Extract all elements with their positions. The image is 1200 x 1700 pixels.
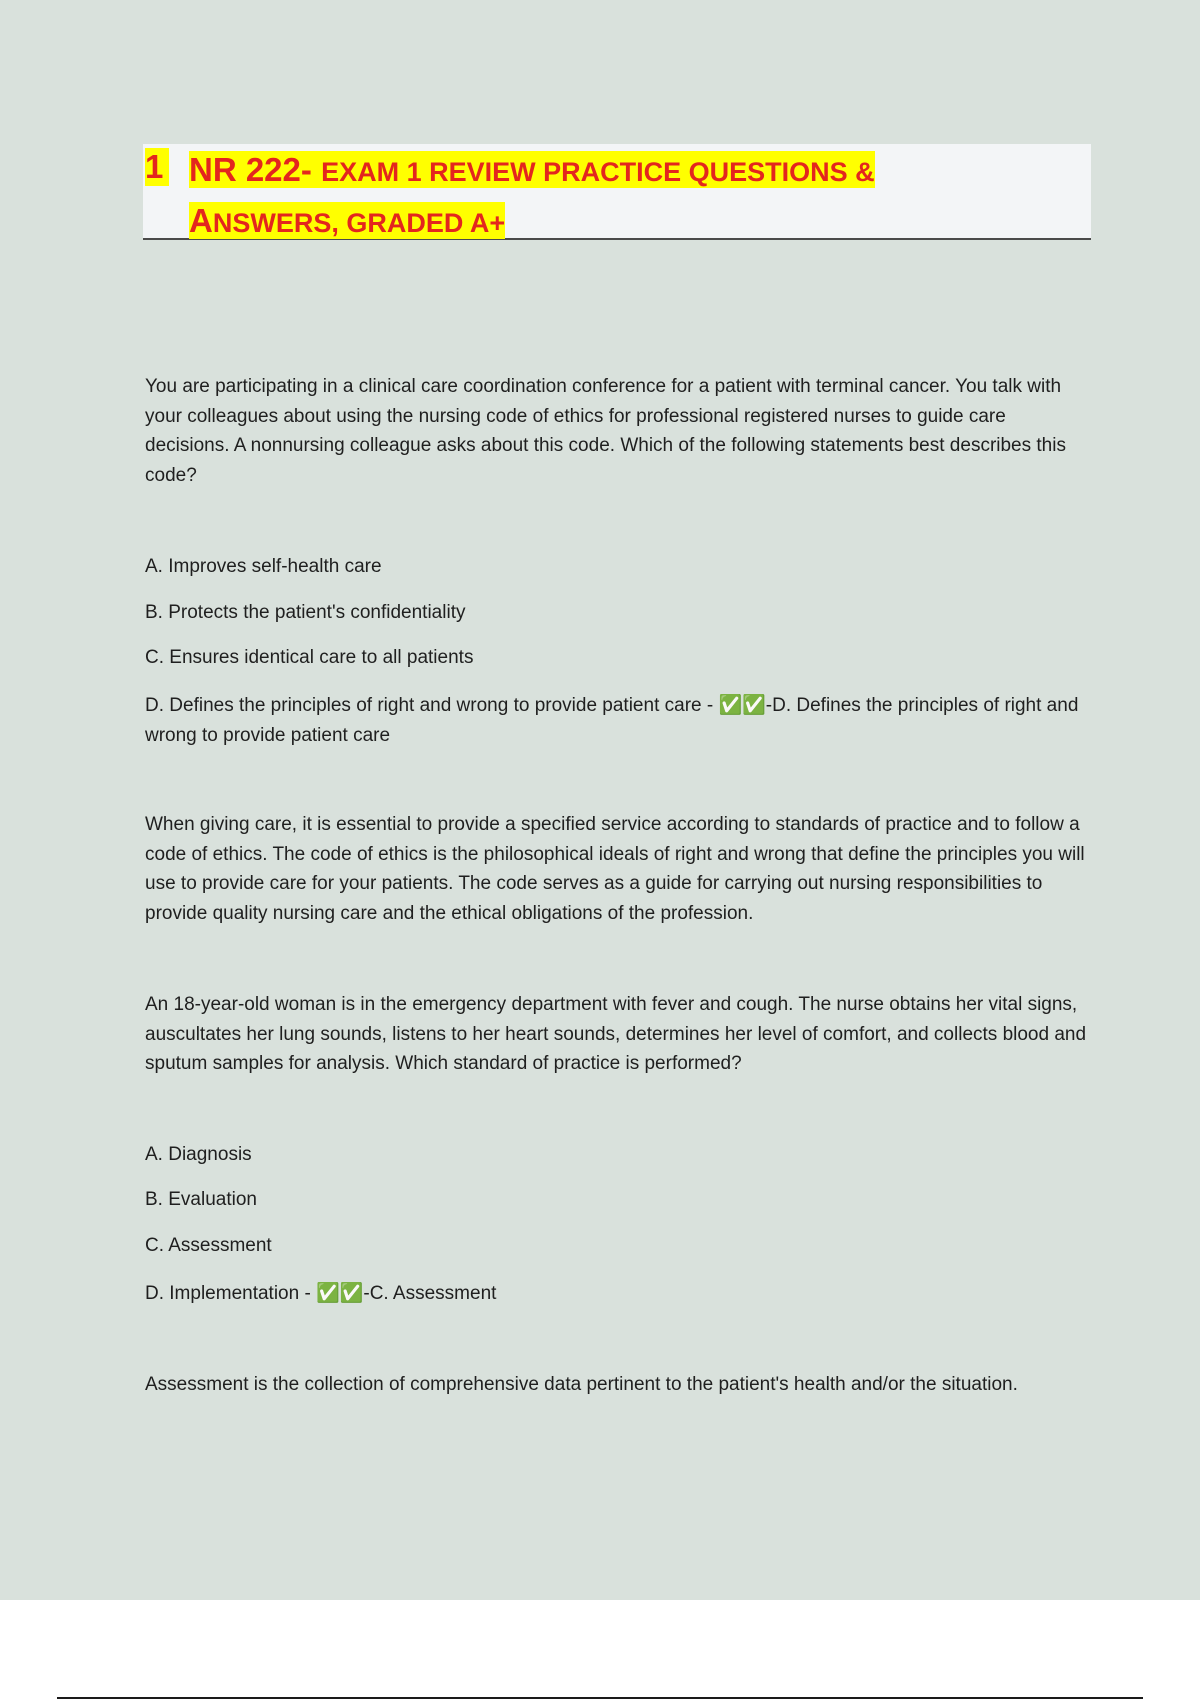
question-2-option-c: C. Assessment (145, 1235, 272, 1256)
question-1-option-d: D. Defines the principles of right and wrong to provide patient care - ✅✅-D. Defines the principles of right and wrong to provide patient care (145, 695, 1079, 746)
question-1-stem: You are participating in a clinical care coordination conference for a patient with terminal cancer. You talk with your colleagues about using the nursing code of ethics for professional registered nurses to guide care decisions. A nonnursing colleague asks about this code. Which of the following statements best describes this code? (145, 376, 1066, 486)
title-exam: EXAM 1 R (321, 157, 449, 187)
question-2-option-d: D. Implementation - ✅✅-C. Assessment (145, 1283, 497, 1304)
question-1-option-c: C. Ensures identical care to all patients (145, 647, 474, 668)
question-2-rationale: Assessment is the collection of comprehensive data pertinent to the patient's health and/or the situation. (145, 1374, 1018, 1395)
question-1-option-b: B. Protects the patient's confidentiality (145, 602, 466, 623)
title-answers-initial: A (189, 202, 213, 239)
title-text (189, 148, 1009, 250)
question-2-option-a: A. Diagnosis (145, 1144, 252, 1165)
question-1-rationale: When giving care, it is essential to provide a specified service according to standards of practice and to follow a code of ethics. The code of ethics is the philosophical ideals of right and wrong that define the principles you will use to provide care for your patients. The code serves as a guide for carrying out nursing responsibilities to provide quality nursing care and the ethical obligations of the profession. (145, 814, 1085, 924)
question-1-option-a: A. Improves self-health care (145, 556, 382, 577)
title-line-1 (189, 151, 875, 188)
title-answers: NSWERS, GRADED A+ (212, 208, 506, 238)
title-line-2 (189, 202, 505, 239)
title-review: EVIEW PRACTICE QUESTIONS & (448, 157, 875, 187)
question-2-option-b: B. Evaluation (145, 1189, 257, 1210)
footer-divider (57, 1697, 1143, 1699)
question-2-stem: An 18-year-old woman is in the emergency department with fever and cough. The nurse obtains her vital signs, auscultates her lung sounds, listens to her heart sounds, determines her level of comfort, and collects blood and sputum samples for analysis. Which standard of practice is performed? (145, 994, 1087, 1074)
heading-number: 1 (145, 148, 169, 186)
document-title (143, 144, 1091, 240)
title-course: NR 222- (189, 151, 322, 188)
